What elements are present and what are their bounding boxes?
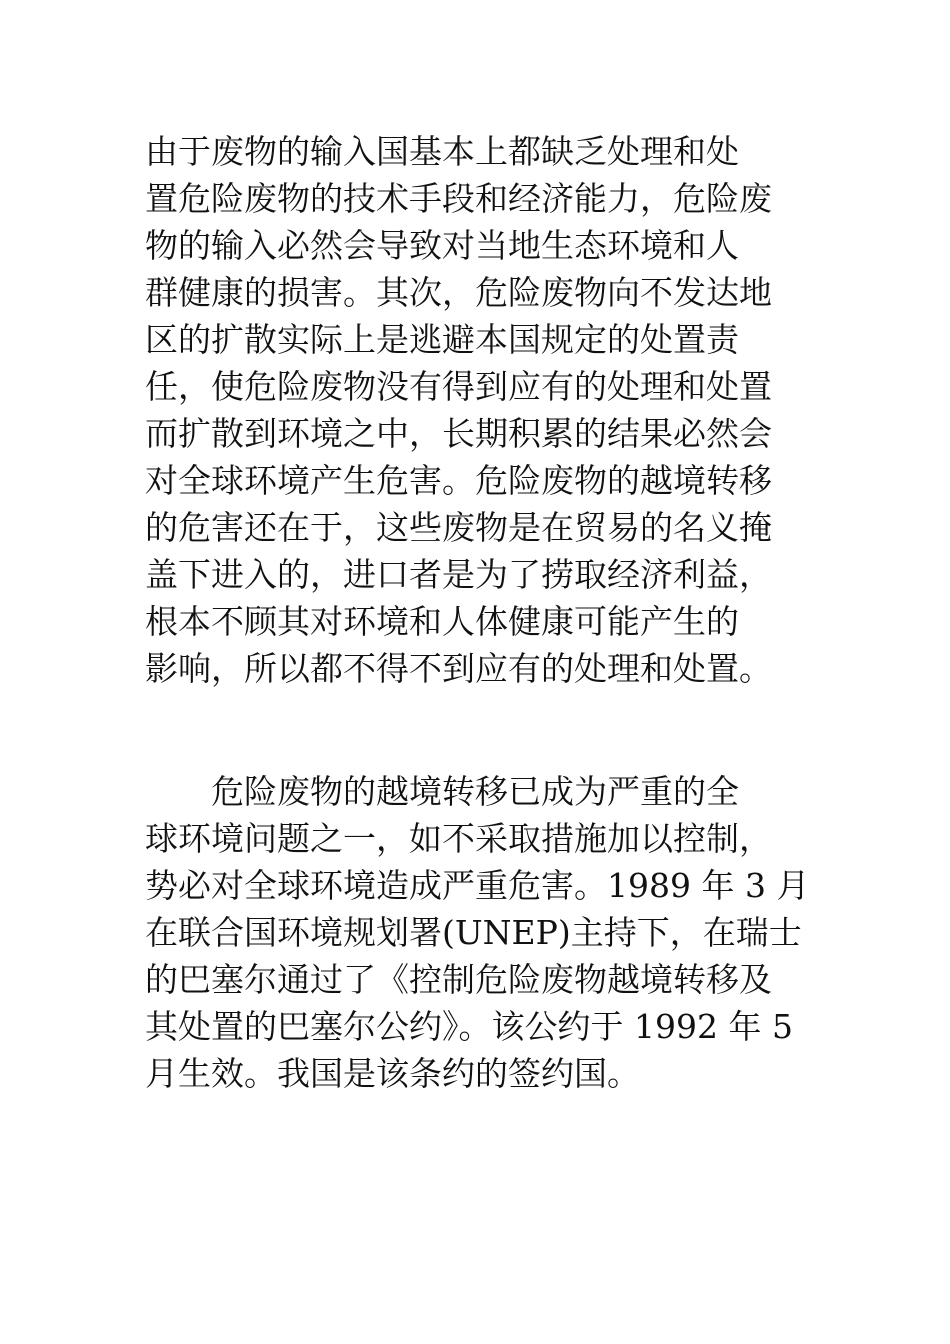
text-line: 影响，所以都不得不到应有的处理和处置。	[145, 649, 772, 688]
paragraph-2	[145, 768, 810, 1097]
text-line: 对全球环境产生危害。危险废物的越境转移	[145, 461, 772, 500]
text-line: 根本不顾其对环境和人体健康可能产生的	[145, 602, 739, 641]
text-line: 置危险废物的技术手段和经济能力，危险废	[145, 179, 772, 218]
text-line: 任，使危险废物没有得到应有的处理和处置	[145, 367, 772, 406]
text-line: 由于废物的输入国基本上都缺乏处理和处	[145, 132, 739, 171]
paragraph-1	[145, 128, 810, 692]
text-line: 物的输入必然会导致对当地生态环境和人	[145, 226, 739, 265]
text-line: 势必对全球环境造成严重危害。1989 年 3 月	[145, 866, 810, 905]
text-line: 盖下进入的，进口者是为了捞取经济利益，	[145, 555, 772, 594]
text-line: 危险废物的越境转移已成为严重的全	[145, 772, 739, 811]
text-line: 群健康的损害。其次，危险废物向不发达地	[145, 273, 772, 312]
text-line: 的危害还在于，这些废物是在贸易的名义掩	[145, 508, 772, 547]
text-line: 球环境问题之一，如不采取措施加以控制，	[145, 819, 772, 858]
text-line: 在联合国环境规划署(UNEP)主持下，在瑞士	[145, 913, 802, 952]
text-line: 而扩散到环境之中，长期积累的结果必然会	[145, 414, 772, 453]
text-line: 其处置的巴塞尔公约》。该公约于 1992 年 5	[145, 1007, 793, 1046]
text-line: 区的扩散实际上是逃避本国规定的处置责	[145, 320, 739, 359]
text-line: 月生效。我国是该条约的签约国。	[145, 1054, 640, 1093]
text-line: 的巴塞尔通过了《控制危险废物越境转移及	[145, 960, 772, 999]
